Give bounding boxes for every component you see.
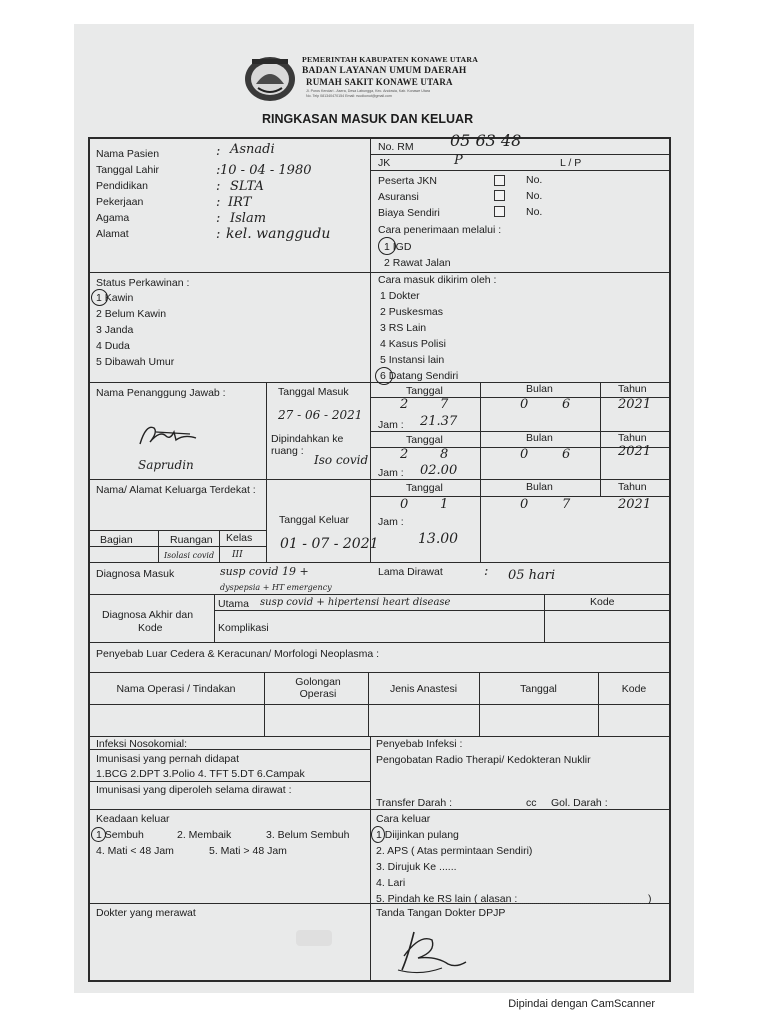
diagnosis-entry-label: Diagnosa Masuk	[96, 568, 175, 580]
name-label: Nama Pasien	[96, 148, 160, 160]
payer-jkn-no: No.	[526, 174, 543, 186]
in-year-header: Tahun	[618, 383, 647, 395]
payer-insurance-checkbox	[494, 190, 505, 201]
rm-label: No. RM	[378, 141, 414, 153]
in-jam-label: Jam :	[378, 419, 404, 431]
class-label: Kelas	[226, 532, 253, 544]
payer-jkn-label: Peserta JKN	[378, 175, 437, 187]
discharge-date-label: Tanggal Keluar	[279, 514, 350, 526]
scanner-watermark: Dipindai dengan CamScanner	[508, 998, 655, 1010]
exit-state-5: 5. Mati > 48 Jam	[209, 845, 287, 857]
infection-cause-label: Penyebab Infeksi :	[376, 738, 463, 750]
in-month-1: 0	[520, 397, 529, 412]
education-label: Pendidikan	[96, 180, 148, 192]
referral-option-4: 4 Kasus Polisi	[380, 338, 446, 350]
exit-way-2: 2. APS ( Atas permintaan Sendiri)	[376, 845, 533, 857]
page-title: RINGKASAN MASUK DAN KELUAR	[262, 112, 474, 126]
op-header-anesthesia: Jenis Anastesi	[389, 683, 458, 695]
payer-jkn-checkbox	[494, 175, 505, 186]
blood-type-label: Gol. Darah :	[551, 797, 608, 809]
selected-mark	[375, 367, 393, 385]
marital-option-4: 4 Duda	[96, 340, 130, 352]
dob-value: 10 - 04 - 1980	[220, 163, 312, 178]
nosocomial-label: Infeksi Nosokomial:	[96, 738, 188, 750]
admission-date-label: Tanggal Masuk	[278, 386, 349, 398]
marital-option-1: 1 Kawin	[96, 292, 134, 304]
intake-option-rawat: 2 Rawat Jalan	[384, 257, 451, 269]
out-month-1: 0	[520, 497, 529, 512]
exit-way-close-paren: )	[648, 893, 652, 905]
admission-date-value: 27 - 06 - 2021	[278, 408, 363, 422]
diagnosis-entry-value-2: dyspepsia + HT emergency	[220, 583, 332, 592]
out-year: 2021	[618, 497, 652, 512]
header-gov: PEMERINTAH KABUPATEN KONAWE UTARA	[302, 55, 479, 64]
payer-self-label: Biaya Sendiri	[378, 207, 440, 219]
op-header-date: Tanggal	[520, 683, 557, 695]
address-value: kel. wanggudu	[226, 226, 331, 242]
stay-label: Lama Dirawat	[378, 566, 443, 578]
discharge-date-value: 01 - 07 - 2021	[280, 536, 379, 552]
final-diagnosis-label-1: Diagnosa Akhir dan	[102, 609, 194, 621]
header-address: Jl. Poros Kendari - Asera, Desa Labungga, Kec. Andowia, Kab. Konawe Utara	[306, 89, 431, 93]
header-agency: BADAN LAYANAN UMUM DAERAH	[302, 66, 467, 76]
referral-title: Cara masuk dikirim oleh :	[378, 274, 497, 286]
payer-self-checkbox	[494, 206, 505, 217]
external-cause-label: Penyebab Luar Cedera & Keracunan/ Morfologi Neoplasma :	[96, 648, 380, 660]
exit-way-5: 5. Pindah ke RS lain ( alasan :	[376, 893, 518, 905]
header-hospital: RUMAH SAKIT KONAWE UTARA	[306, 77, 453, 87]
jk-value: P	[454, 153, 463, 168]
in-month-2: 6	[562, 397, 571, 412]
out-day-1: 0	[400, 497, 409, 512]
op-header-code: Kode	[621, 683, 647, 695]
transfusion-cc: cc	[526, 797, 537, 809]
signature-dpjp-icon	[396, 926, 470, 976]
jk-label: JK	[378, 157, 391, 169]
op-header-name: Nama Operasi / Tindakan	[116, 683, 236, 695]
referral-option-5: 5 Instansi lain	[380, 354, 445, 366]
in-day-header: Tanggal	[406, 385, 443, 397]
payer-insurance-label: Asuransi	[378, 191, 419, 203]
out-year-header: Tahun	[618, 481, 647, 493]
referral-option-6: 6 Datang Sendiri	[380, 370, 459, 382]
education-value: SLTA	[230, 179, 264, 194]
responsible-name-value: Saprudin	[138, 458, 194, 472]
room-value: Isolasi covid	[164, 551, 215, 560]
class-value: III	[232, 550, 243, 560]
referral-option-1: 1 Dokter	[380, 290, 420, 302]
moved-time: 02.00	[420, 463, 458, 478]
marital-option-2: 2 Belum Kawin	[96, 308, 167, 320]
religion-label: Agama	[96, 212, 130, 224]
immunization-list: 1.BCG 2.DPT 3.Polio 4. TFT 5.DT 6.Campak	[96, 768, 305, 780]
in-year: 2021	[618, 397, 652, 412]
out-day-2: 1	[440, 497, 449, 512]
referral-option-2: 2 Puskesmas	[380, 306, 444, 318]
moved-day-2: 8	[440, 447, 449, 462]
final-diagnosis-label-2: Kode	[138, 622, 163, 634]
exit-state-title: Keadaan keluar	[96, 813, 170, 825]
section-label: Bagian	[100, 534, 133, 546]
immunization-stay-label: Imunisasi yang diperoleh selama dirawat :	[96, 784, 292, 796]
moved-month-header: Bulan	[526, 432, 553, 444]
out-day-header: Tanggal	[406, 482, 443, 494]
main-diagnosis-value: susp covid + hipertensi heart disease	[260, 597, 451, 608]
address-label: Alamat	[96, 228, 129, 240]
op-header-group: Golongan Operasi	[295, 676, 341, 700]
job-value: IRT	[228, 195, 252, 210]
exit-way-4: 4. Lari	[376, 877, 406, 889]
job-label: Pekerjaan	[96, 196, 144, 208]
dpjp-label: Tanda Tangan Dokter DPJP	[376, 907, 506, 919]
intake-option-igd: 1 IGD	[384, 241, 412, 253]
immunization-ever-label: Imunisasi yang pernah didapat	[96, 753, 240, 765]
exit-state-4: 4. Mati < 48 Jam	[96, 845, 174, 857]
exit-way-title: Cara keluar	[376, 813, 431, 825]
out-month-header: Bulan	[526, 481, 553, 493]
doctor-label: Dokter yang merawat	[96, 907, 196, 919]
marital-title: Status Perkawinan :	[96, 277, 190, 289]
district-emblem-icon	[242, 54, 298, 104]
transfer-value: Iso covid	[314, 453, 369, 467]
header-contact: No. Telp 081340470154 Email: rsudkonut@gmail.com	[306, 94, 392, 98]
in-day-1: 2	[400, 397, 409, 412]
moved-year: 2021	[618, 444, 652, 459]
family-label: Nama/ Alamat Keluarga Terdekat :	[96, 484, 256, 496]
marital-option-3: 3 Janda	[96, 324, 134, 336]
in-day-2: 7	[440, 397, 449, 412]
in-month-header: Bulan	[526, 383, 553, 395]
moved-month-1: 0	[520, 447, 529, 462]
moved-year-header: Tahun	[618, 432, 647, 444]
name-value: Asnadi	[230, 142, 275, 157]
moved-day-1: 2	[400, 447, 409, 462]
selected-mark	[371, 826, 385, 843]
out-jam-label: Jam :	[378, 516, 404, 528]
doctor-signature-blur	[296, 930, 332, 946]
selected-mark	[91, 289, 108, 306]
transfer-label: Dipindahkan ke ruang :	[271, 433, 344, 457]
signature-responsible-icon	[136, 420, 200, 450]
radio-therapy-label: Pengobatan Radio Therapi/ Kedokteran Nuklir	[376, 754, 591, 766]
exit-state-2: 2. Membaik	[177, 829, 232, 841]
complication-label: Komplikasi	[218, 622, 269, 634]
payer-self-no: No.	[526, 206, 543, 218]
stay-value: 05 hari	[508, 568, 556, 583]
exit-way-3: 3. Dirujuk Ke ......	[376, 861, 457, 873]
diagnosis-code-label: Kode	[590, 596, 615, 608]
lp-label: L / P	[560, 157, 582, 169]
transfusion-label: Transfer Darah :	[376, 797, 453, 809]
payer-insurance-no: No.	[526, 190, 543, 202]
moved-day-header: Tanggal	[406, 434, 443, 446]
rm-value: 05 63 48	[450, 131, 522, 150]
selected-mark	[378, 237, 396, 255]
responsible-label: Nama Penanggung Jawab :	[96, 387, 226, 399]
selected-mark	[91, 827, 106, 842]
in-time: 21.37	[420, 414, 458, 429]
out-month-2: 7	[562, 497, 571, 512]
room-label: Ruangan	[170, 534, 213, 546]
marital-option-5: 5 Dibawah Umur	[96, 356, 175, 368]
moved-month-2: 6	[562, 447, 571, 462]
diagnosis-entry-value-1: susp covid 19 +	[220, 565, 309, 578]
intake-title: Cara penerimaan melalui :	[378, 224, 502, 236]
out-time: 13.00	[418, 531, 459, 547]
scanned-form: PEMERINTAH KABUPATEN KONAWE UTARA BADAN LAYANAN UMUM DAERAH RUMAH SAKIT KONAWE UTARA Jl. Poros Kendari - Asera, Desa Labungga, Kec. Andowia, Kab. Konawe Utara No. Telp 081340470154 Email: rsudkonut@gmail.com RINGKASAN MASUK DAN KELUAR Nama Pasien Tanggal Lahir Pendidikan Pekerjaan Agama Alamat : : : : : : Asnadi 10 - 04 - 1980 SLTA IRT Islam kel. wanggudu No. RM 05 63 48 JK P L / P Peserta JKN No. Asuransi No. Biaya Sendiri No. Cara penerimaan melalui : 1 IGD 2 Rawat Jalan Status Perkawinan : 1 Kawin 2 Belum Kawin 3 Janda 4 Duda 5 Dibawah Umur Cara masuk dikirim oleh : 1 Dokter 2 Puskesmas 3 RS Lain 4 Kasus Polisi 5 Instansi lain 6 Datang Sendiri Nama Penanggung Jawab : Saprudin Tanggal Masuk 27 - 06 - 2021 Dipindahkan ke ruang : Iso covid Tanggal Keluar 01 - 07 - 2021 Tanggal Bulan Tahun 2 7 0 6 2021 Jam : 21.37 Tanggal Bulan Tahun 2 8 0 6 2021 Jam : 02.00 Tanggal Bulan Tahun 0 1 0 7 2021 Jam : 13.00 Nama/ Alamat Keluarga Terdekat : Bagian Ruangan Kelas Isolasi covid III Diagnosa Masuk susp covid 19 + dyspepsia + HT emergency Lama Dirawat : 05 hari Diagnosa Akhir dan Kode Utama susp covid + hipertensi heart disease Kode Komplikasi Penyebab Luar Cedera & Keracunan/ Morfologi Neoplasma : Nama Operasi / Tindakan Golongan Operasi Jenis Anastesi Tanggal Kode Infeksi Nosokomial: Penyebab Infeksi : Imunisasi yang pernah didapat 1.BCG 2.DPT 3.Polio 4. TFT 5.DT 6.Campak Pengobatan Radio Therapi/ Kedokteran Nuklir Imunisasi yang diperoleh selama dirawat : Transfer Darah : cc Gol. Darah : Keadaan keluar 1 Sembuh 2. Membaik 3. Belum Sembuh 4. Mati < 48 Jam 5. Mati > 48 Jam Cara keluar 1 Diijinkan pulang 2. APS ( Atas permintaan Sendiri) 3. Dirujuk Ke ...... 4. Lari 5. Pindah ke RS lain ( alasan : ) Dokter yang merawat Tanda Tangan Dokter DPJP	[74, 24, 694, 993]
exit-state-3: 3. Belum Sembuh	[266, 829, 350, 841]
moved-jam-label: Jam :	[378, 467, 404, 479]
exit-state-1: 1 Sembuh	[96, 829, 144, 841]
dob-label: Tanggal Lahir	[96, 164, 160, 176]
referral-option-3: 3 RS Lain	[380, 322, 427, 334]
main-diagnosis-label: Utama	[218, 598, 249, 610]
religion-value: Islam	[230, 211, 267, 226]
exit-way-1: 1 Diijinkan pulang	[376, 829, 459, 841]
